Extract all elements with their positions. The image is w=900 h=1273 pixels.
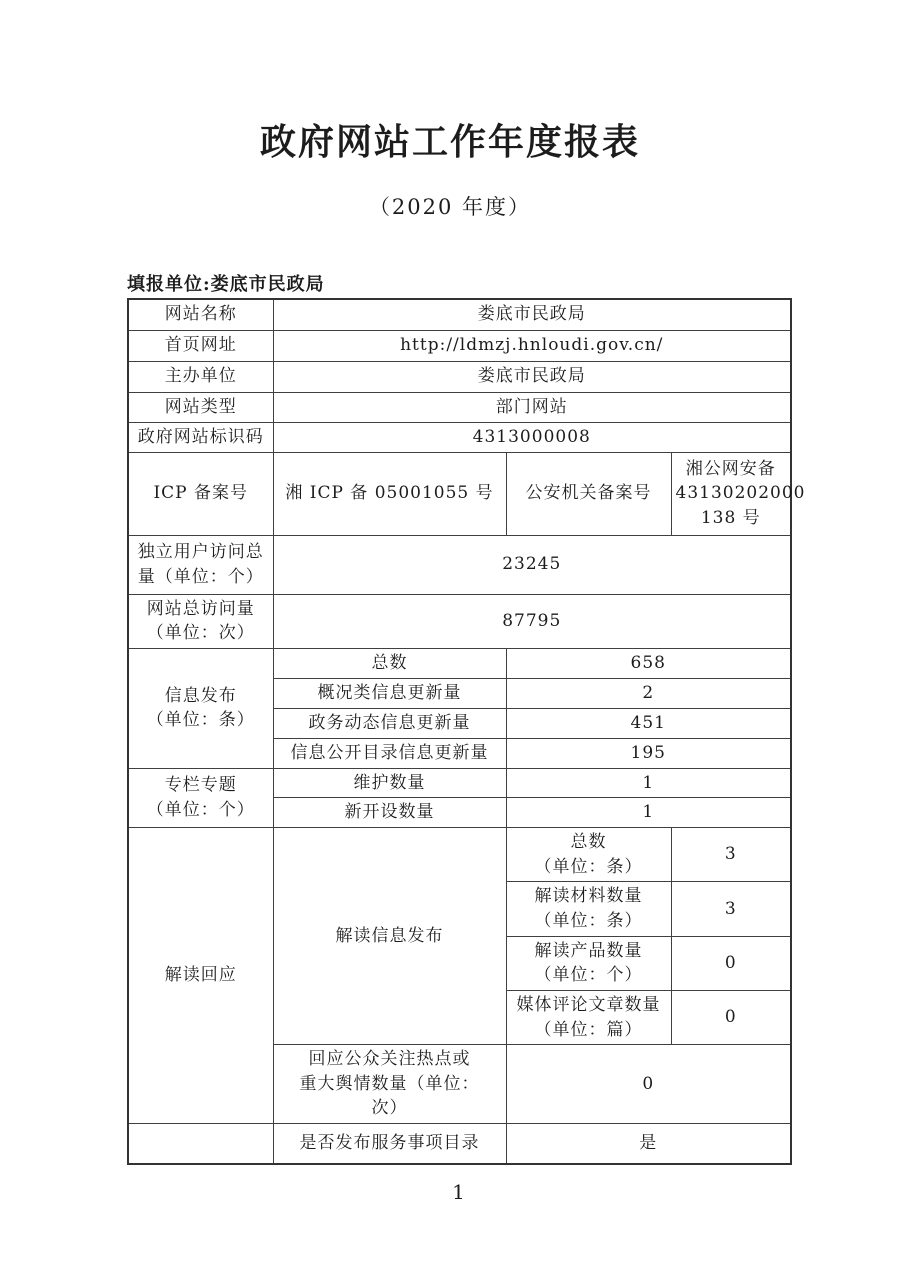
site-code-label: 政府网站标识码 — [128, 422, 273, 452]
police-record-label: 公安机关备案号 — [506, 452, 671, 535]
total-visits-label: 网站总访问量 （单位：次） — [128, 594, 273, 648]
table-row — [128, 422, 791, 452]
special-columns-row-value: 1 — [506, 768, 791, 798]
table-row — [128, 392, 791, 422]
site-name-label: 网站名称 — [128, 299, 273, 330]
sponsor-label: 主办单位 — [128, 361, 273, 392]
info-release-row-label: 总数 — [273, 648, 506, 678]
police-record-value: 湘公网安备 43130202000 138 号 — [671, 452, 791, 535]
page-number: 1 — [452, 1180, 465, 1204]
hotspot-response-label: 回应公众关注热点或 重大舆情数量（单位： 次） — [273, 1045, 506, 1124]
interpretation-row-label: 解读产品数量 （单位：个） — [506, 936, 671, 990]
special-columns-section-label: 专栏专题 （单位：个） — [128, 768, 273, 827]
sponsor-value: 娄底市民政局 — [273, 361, 791, 392]
icp-label: ICP 备案号 — [128, 452, 273, 535]
site-type-value: 部门网站 — [273, 392, 791, 422]
page-title: 政府网站工作年度报表 — [259, 122, 640, 163]
interpretation-release-label: 解读信息发布 — [273, 828, 506, 1045]
info-release-row-label: 政务动态信息更新量 — [273, 708, 506, 738]
table-row — [128, 299, 791, 330]
site-code-value: 4313000008 — [273, 422, 791, 452]
info-release-row-label: 概况类信息更新量 — [273, 678, 506, 708]
table-row — [128, 452, 791, 535]
unique-visitors-value: 23245 — [273, 535, 791, 594]
interpretation-row-label: 解读材料数量 （单位：条） — [506, 882, 671, 936]
table-row — [128, 768, 791, 798]
table-row — [128, 648, 791, 678]
site-name-value: 娄底市民政局 — [273, 299, 791, 330]
table-row — [128, 828, 791, 882]
site-type-label: 网站类型 — [128, 392, 273, 422]
table-row — [128, 1124, 791, 1164]
table-row — [128, 361, 791, 392]
special-columns-row-value: 1 — [506, 798, 791, 828]
info-release-row-value: 451 — [506, 708, 791, 738]
annual-report-table — [127, 298, 806, 1165]
hotspot-response-value: 0 — [506, 1045, 791, 1124]
table-row — [128, 535, 791, 594]
table-row — [128, 594, 791, 648]
page-subtitle: （2020 年度） — [368, 195, 532, 219]
interpretation-row-value: 3 — [671, 882, 791, 936]
info-release-row-value: 658 — [506, 648, 791, 678]
icp-value: 湘 ICP 备 05001055 号 — [273, 452, 506, 535]
unique-visitors-label: 独立用户访问总 量（单位：个） — [128, 535, 273, 594]
interpretation-row-label: 媒体评论文章数量 （单位：篇） — [506, 990, 671, 1044]
info-release-section-label: 信息发布 （单位：条） — [128, 648, 273, 768]
interpretation-row-value: 3 — [671, 828, 791, 882]
interpretation-row-value: 0 — [671, 990, 791, 1044]
home-url-label: 首页网址 — [128, 330, 273, 361]
report-unit-label: 填报单位:娄底市民政局 — [127, 274, 325, 295]
interpretation-section-label: 解读回应 — [128, 828, 273, 1124]
special-columns-row-label: 新开设数量 — [273, 798, 506, 828]
interpretation-row-value: 0 — [671, 936, 791, 990]
special-columns-row-label: 维护数量 — [273, 768, 506, 798]
interpretation-row-label: 总数 （单位：条） — [506, 828, 671, 882]
table-row — [128, 330, 791, 361]
service-catalog-value: 是 — [506, 1124, 791, 1164]
total-visits-value: 87795 — [273, 594, 791, 648]
info-release-row-value: 195 — [506, 738, 791, 768]
service-catalog-label: 是否发布服务事项目录 — [273, 1124, 506, 1164]
info-release-row-value: 2 — [506, 678, 791, 708]
home-url-value: http://ldmzj.hnloudi.gov.cn/ — [273, 330, 791, 361]
info-release-row-label: 信息公开目录信息更新量 — [273, 738, 506, 768]
empty-section-cell — [128, 1124, 273, 1164]
